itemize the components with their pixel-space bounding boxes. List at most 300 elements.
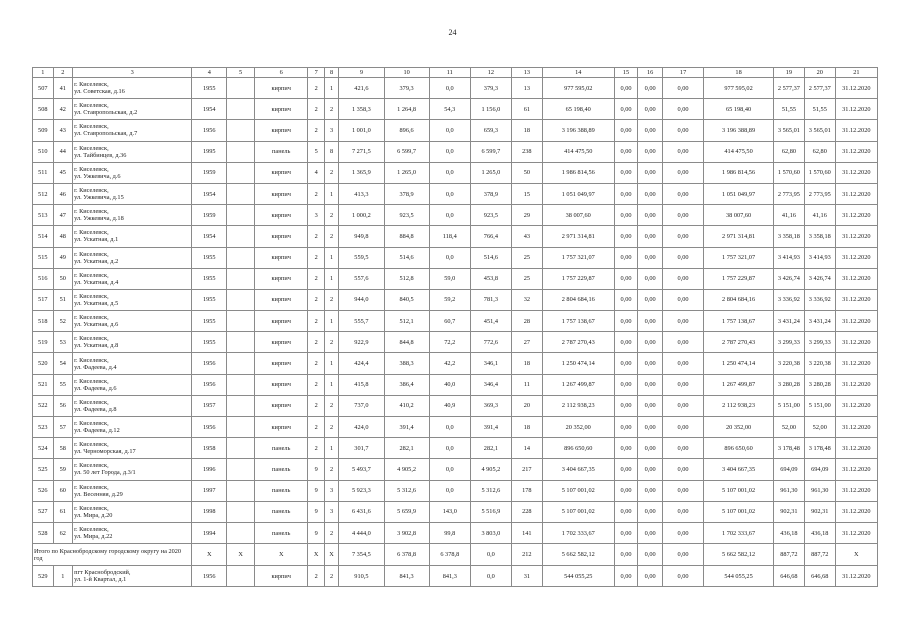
table-cell: 41 <box>53 78 73 99</box>
address-line: ул. Ускатная, д.5 <box>74 299 119 307</box>
table-cell: 40,0 <box>429 374 470 395</box>
table-cell <box>227 522 255 543</box>
address-cell <box>73 311 192 332</box>
address-line: г. Киселевск, <box>74 398 109 406</box>
table-cell: 47 <box>53 205 73 226</box>
table-cell: кирпич <box>255 332 308 353</box>
table-cell: 781,3 <box>470 289 511 310</box>
table-cell: 20 352,00 <box>542 417 614 438</box>
table-cell: 1956 <box>192 566 227 587</box>
table-cell <box>227 289 255 310</box>
table-cell: 31 <box>511 566 542 587</box>
table-cell: 3 <box>324 480 338 501</box>
table-cell: 378,9 <box>384 183 429 204</box>
table-cell: 1 986 814,56 <box>542 162 614 183</box>
table-cell: 528 <box>33 522 54 543</box>
subtotal-row <box>33 544 878 566</box>
table-cell: 388,3 <box>384 353 429 374</box>
table-cell: 694,09 <box>774 459 805 480</box>
address-line: г. Киселевск, <box>74 271 109 279</box>
table-cell: 424,4 <box>339 353 384 374</box>
table-cell: 949,8 <box>339 226 384 247</box>
table-cell: 3 358,18 <box>774 226 805 247</box>
table-cell: 0,00 <box>614 289 638 310</box>
table-cell: 45 <box>53 162 73 183</box>
table-cell: 840,5 <box>384 289 429 310</box>
table-cell: 2 <box>308 247 324 268</box>
column-number: 6 <box>255 68 308 78</box>
table-cell: 510 <box>33 141 54 162</box>
table-cell: 178 <box>511 480 542 501</box>
table-cell: 46 <box>53 183 73 204</box>
address-line: ул. Ускатная, д.4 <box>74 278 119 286</box>
table-cell: 0,0 <box>429 120 470 141</box>
table-cell: 922,9 <box>339 332 384 353</box>
address-cell <box>73 332 192 353</box>
table-cell: 902,31 <box>804 501 835 522</box>
table-cell: 841,3 <box>384 566 429 587</box>
table-cell: 522 <box>33 395 54 416</box>
table-cell: 0,00 <box>614 78 638 99</box>
table-cell: 0,00 <box>638 311 663 332</box>
table-cell: 0,00 <box>638 353 663 374</box>
table-cell: кирпич <box>255 374 308 395</box>
table-cell: 60 <box>53 480 73 501</box>
table-cell: 3 426,74 <box>774 268 805 289</box>
table-cell: 11 <box>511 374 542 395</box>
subtotal-cell: 887,72 <box>774 544 805 566</box>
table-cell: 766,4 <box>470 226 511 247</box>
table-cell: 2 <box>324 205 338 226</box>
table-cell: 0,00 <box>663 417 704 438</box>
table-cell: 1 365,9 <box>339 162 384 183</box>
table-cell: 38 007,60 <box>542 205 614 226</box>
address-line: г. Киселевск, <box>74 420 109 428</box>
address-line: ул. Фадеева, д.12 <box>74 427 120 435</box>
table-cell: 0,00 <box>638 99 663 120</box>
table-cell: 1 757 138,67 <box>704 311 774 332</box>
table-cell: 1 <box>324 247 338 268</box>
table-cell: 0,0 <box>429 205 470 226</box>
table-cell: 20 352,00 <box>704 417 774 438</box>
table-cell: 31.12.2020 <box>835 247 877 268</box>
table-cell: 2 <box>324 395 338 416</box>
table-cell <box>227 501 255 522</box>
table-cell: 5 312,6 <box>384 480 429 501</box>
table-cell: 13 <box>511 78 542 99</box>
table-cell: 3 <box>324 501 338 522</box>
table-cell: 2 773,95 <box>774 183 805 204</box>
table-row <box>33 522 878 543</box>
table-cell <box>227 247 255 268</box>
address-line: ул. 1-й Квартал, д.1 <box>74 576 127 584</box>
table-cell: 2 804 684,16 <box>704 289 774 310</box>
table-cell: кирпич <box>255 268 308 289</box>
subtotal-cell: 7 354,5 <box>339 544 384 566</box>
column-number: 19 <box>774 68 805 78</box>
table-cell: 0,00 <box>614 395 638 416</box>
table-cell: 1 702 333,67 <box>704 522 774 543</box>
table-cell: 2 787 270,43 <box>542 332 614 353</box>
address-line: г. Киселевск, <box>74 144 109 152</box>
table-cell: 43 <box>53 120 73 141</box>
table-cell: 0,00 <box>638 78 663 99</box>
table-cell: 451,4 <box>470 311 511 332</box>
table-cell: 0,00 <box>614 480 638 501</box>
address-cell <box>73 417 192 438</box>
table-cell: 0,00 <box>663 162 704 183</box>
table-cell: 282,1 <box>470 438 511 459</box>
table-cell: 31.12.2020 <box>835 501 877 522</box>
subtotal-cell: 6 378,8 <box>384 544 429 566</box>
column-number: 3 <box>73 68 192 78</box>
table-cell: 118,4 <box>429 226 470 247</box>
table-cell: 1957 <box>192 395 227 416</box>
table-cell: 9 <box>308 459 324 480</box>
table-cell: 6 599,7 <box>470 141 511 162</box>
address-line: г. Киселевск, <box>74 377 109 385</box>
column-number: 12 <box>470 68 511 78</box>
address-line: г. Киселевск, <box>74 314 109 322</box>
table-cell: 18 <box>511 120 542 141</box>
housing-register-table <box>32 67 878 587</box>
table-cell: 1 000,2 <box>339 205 384 226</box>
address-line: г. Киселевск, <box>74 462 109 470</box>
table-cell: 2 787 270,43 <box>704 332 774 353</box>
address-line: г. Киселевск, <box>74 102 109 110</box>
address-cell <box>73 205 192 226</box>
address-cell <box>73 438 192 459</box>
address-cell <box>73 395 192 416</box>
table-cell: 0,00 <box>638 268 663 289</box>
table-cell: 525 <box>33 459 54 480</box>
table-cell: 0,00 <box>638 566 663 587</box>
table-cell: 508 <box>33 99 54 120</box>
table-cell: 228 <box>511 501 542 522</box>
column-number: 20 <box>804 68 835 78</box>
table-cell: 5 659,9 <box>384 501 429 522</box>
table-cell: 1959 <box>192 205 227 226</box>
table-cell: 31.12.2020 <box>835 289 877 310</box>
column-number: 17 <box>663 68 704 78</box>
table-cell: 1998 <box>192 501 227 522</box>
subtotal-cell: X <box>255 544 308 566</box>
table-cell: 3 565,01 <box>774 120 805 141</box>
table-cell: 301,7 <box>339 438 384 459</box>
table-cell: 2 <box>324 566 338 587</box>
table-cell: 56 <box>53 395 73 416</box>
column-number: 9 <box>339 68 384 78</box>
address-cell <box>73 501 192 522</box>
address-line: г. Киселевск, <box>74 483 109 491</box>
table-cell: 2 <box>308 332 324 353</box>
table-cell: 2 <box>308 374 324 395</box>
table-cell: 0,00 <box>663 311 704 332</box>
table-cell: кирпич <box>255 311 308 332</box>
table-cell: 1955 <box>192 78 227 99</box>
table-cell: 5 516,9 <box>470 501 511 522</box>
table-row <box>33 120 878 141</box>
table-cell: 57 <box>53 417 73 438</box>
table-cell: 0,00 <box>614 501 638 522</box>
table-cell: 923,5 <box>470 205 511 226</box>
table-cell <box>227 205 255 226</box>
table-cell: 2 <box>308 226 324 247</box>
table-cell: 54,3 <box>429 99 470 120</box>
table-cell: 0,00 <box>614 459 638 480</box>
table-cell: 0,0 <box>470 566 511 587</box>
address-cell <box>73 120 192 141</box>
table-cell: 0,00 <box>638 332 663 353</box>
address-cell <box>73 289 192 310</box>
table-cell: 646,68 <box>774 566 805 587</box>
table-cell: 0,00 <box>614 205 638 226</box>
address-line: ул. Весенняя, д.29 <box>74 490 123 498</box>
table-cell: 42 <box>53 99 73 120</box>
table-cell: 0,00 <box>614 332 638 353</box>
table-row <box>33 78 878 99</box>
table-cell: 516 <box>33 268 54 289</box>
address-line: г. Киселевск, <box>74 229 109 237</box>
table-cell: 3 280,28 <box>774 374 805 395</box>
table-cell: 559,5 <box>339 247 384 268</box>
table-cell: 3 220,38 <box>774 353 805 374</box>
table-cell: панель <box>255 501 308 522</box>
table-cell: 5 151,00 <box>774 395 805 416</box>
table-cell: 9 <box>308 501 324 522</box>
table-cell: 1995 <box>192 141 227 162</box>
table-cell: 0,00 <box>663 332 704 353</box>
address-line: ул. Ускатная, д.8 <box>74 342 119 350</box>
table-cell: 0,0 <box>429 417 470 438</box>
page-number: 24 <box>448 28 457 37</box>
table-cell: 0,00 <box>614 120 638 141</box>
subtotal-cell: X <box>192 544 227 566</box>
column-number: 4 <box>192 68 227 78</box>
table-cell: 1956 <box>192 417 227 438</box>
table-cell: 0,0 <box>429 162 470 183</box>
table-cell: 50 <box>53 268 73 289</box>
table-cell <box>227 183 255 204</box>
table-cell <box>227 120 255 141</box>
table-cell: 62,80 <box>804 141 835 162</box>
table-cell: 0,00 <box>663 395 704 416</box>
table-cell: 1 001,0 <box>339 120 384 141</box>
table-cell: 44 <box>53 141 73 162</box>
address-line: ул. Черноморская, д.17 <box>74 448 136 456</box>
table-cell: 1 <box>324 311 338 332</box>
table-cell: 4 905,2 <box>470 459 511 480</box>
table-row <box>33 183 878 204</box>
table-cell: 1 <box>324 353 338 374</box>
column-number: 16 <box>638 68 663 78</box>
table-cell: 42,2 <box>429 353 470 374</box>
table-cell: 32 <box>511 289 542 310</box>
table-row <box>33 268 878 289</box>
table-cell: 910,5 <box>339 566 384 587</box>
table-row <box>33 247 878 268</box>
address-line: г. Киселевск, <box>74 187 109 195</box>
subtotal-cell: 887,72 <box>804 544 835 566</box>
table-cell: 514,6 <box>384 247 429 268</box>
table-cell: 0,00 <box>638 438 663 459</box>
table-cell: 1 757 321,07 <box>704 247 774 268</box>
table-cell: 544 055,25 <box>542 566 614 587</box>
table-cell: 9 <box>308 522 324 543</box>
table-cell: 59,0 <box>429 268 470 289</box>
table-cell: 923,5 <box>384 205 429 226</box>
table-cell: 18 <box>511 353 542 374</box>
table-cell: 8 <box>324 141 338 162</box>
table-cell: 65 198,40 <box>542 99 614 120</box>
table-cell: 1955 <box>192 268 227 289</box>
table-row <box>33 141 878 162</box>
table-cell: 48 <box>53 226 73 247</box>
table-cell: 0,00 <box>614 438 638 459</box>
table-cell: 512,1 <box>384 311 429 332</box>
table-cell: 38 007,60 <box>704 205 774 226</box>
table-cell <box>227 417 255 438</box>
table-row <box>33 459 878 480</box>
table-cell: 2 971 314,81 <box>542 226 614 247</box>
table-cell: 5 107 001,02 <box>704 480 774 501</box>
table-cell <box>227 78 255 99</box>
table-cell: 31.12.2020 <box>835 268 877 289</box>
table-cell: 386,4 <box>384 374 429 395</box>
table-cell: 2 <box>308 183 324 204</box>
address-line: г. Киселевск, <box>74 526 109 534</box>
subtotal-cell: X <box>835 544 877 566</box>
address-cell <box>73 226 192 247</box>
table-row <box>33 417 878 438</box>
subtotal-label: Итого по Краснобродскому городскому округу на 2020 год <box>33 544 192 566</box>
table-cell: 0,00 <box>638 162 663 183</box>
table-cell: 0,00 <box>638 247 663 268</box>
address-line: ул. Ужкевича, д.18 <box>74 215 124 223</box>
table-cell: панель <box>255 141 308 162</box>
table-cell: 143,0 <box>429 501 470 522</box>
table-cell: 1 265,0 <box>470 162 511 183</box>
table-cell: 0,00 <box>663 374 704 395</box>
table-cell: 3 358,18 <box>804 226 835 247</box>
table-cell: 25 <box>511 268 542 289</box>
table-cell: 0,00 <box>663 522 704 543</box>
column-number: 18 <box>704 68 774 78</box>
table-cell: 5 107 001,02 <box>704 501 774 522</box>
table-cell: 5 923,3 <box>339 480 384 501</box>
table-cell: 31.12.2020 <box>835 522 877 543</box>
table-cell: 3 404 667,35 <box>542 459 614 480</box>
table-cell: 0,00 <box>638 289 663 310</box>
table-cell: 2 577,37 <box>774 78 805 99</box>
table-cell: 0,0 <box>429 480 470 501</box>
address-cell <box>73 353 192 374</box>
table-cell: 3 803,0 <box>470 522 511 543</box>
table-cell: 4 905,2 <box>384 459 429 480</box>
table-cell <box>227 99 255 120</box>
address-cell <box>73 141 192 162</box>
table-cell: 884,8 <box>384 226 429 247</box>
table-cell: 3 178,48 <box>774 438 805 459</box>
table-cell: 0,00 <box>614 226 638 247</box>
table-row <box>33 480 878 501</box>
table-cell: 3 565,01 <box>804 120 835 141</box>
table-cell: 3 280,28 <box>804 374 835 395</box>
table-cell: 5 107 001,02 <box>542 501 614 522</box>
table-row <box>33 374 878 395</box>
table-cell: 555,7 <box>339 311 384 332</box>
table-cell <box>227 226 255 247</box>
subtotal-cell: X <box>308 544 324 566</box>
address-cell <box>73 162 192 183</box>
table-cell: 0,00 <box>663 247 704 268</box>
table-cell: 31.12.2020 <box>835 332 877 353</box>
table-cell: 896 650,60 <box>704 438 774 459</box>
table-cell: 5 107 001,02 <box>542 480 614 501</box>
table-cell: панель <box>255 480 308 501</box>
table-cell: 31.12.2020 <box>835 162 877 183</box>
table-cell: 2 <box>308 395 324 416</box>
table-cell: 3 414,93 <box>774 247 805 268</box>
table-cell: 1 156,0 <box>470 99 511 120</box>
table-cell: 421,6 <box>339 78 384 99</box>
table-cell: 961,30 <box>804 480 835 501</box>
table-cell: 557,6 <box>339 268 384 289</box>
table-cell: 0,00 <box>663 353 704 374</box>
table-cell: 1996 <box>192 459 227 480</box>
table-cell: 6 599,7 <box>384 141 429 162</box>
table-cell: 15 <box>511 183 542 204</box>
subtotal-cell: X <box>227 544 255 566</box>
table-cell: 514,6 <box>470 247 511 268</box>
table-cell: 0,00 <box>663 226 704 247</box>
table-cell <box>227 311 255 332</box>
table-cell: 31.12.2020 <box>835 183 877 204</box>
address-line: ул. Ускатная, д.6 <box>74 321 119 329</box>
table-cell <box>227 162 255 183</box>
table-cell: 62,80 <box>774 141 805 162</box>
address-line: г. Киселевск, <box>74 250 109 258</box>
column-number: 2 <box>53 68 73 78</box>
table-cell: 3 <box>308 205 324 226</box>
table-cell: 2 <box>308 566 324 587</box>
table-cell: 1 250 474,14 <box>542 353 614 374</box>
address-cell <box>73 480 192 501</box>
table-cell: 511 <box>33 162 54 183</box>
table-cell: 0,00 <box>638 374 663 395</box>
table-cell: 414 475,50 <box>704 141 774 162</box>
table-cell: 20 <box>511 395 542 416</box>
address-line: г. Киселевск, <box>74 441 109 449</box>
column-number: 14 <box>542 68 614 78</box>
table-cell: 0,00 <box>663 120 704 141</box>
table-cell: 1954 <box>192 183 227 204</box>
table-cell: 1956 <box>192 120 227 141</box>
table-cell: 961,30 <box>774 480 805 501</box>
subtotal-cell: 6 378,8 <box>429 544 470 566</box>
column-number: 15 <box>614 68 638 78</box>
table-cell: 518 <box>33 311 54 332</box>
table-cell: 1 570,60 <box>804 162 835 183</box>
table-cell: 896 650,60 <box>542 438 614 459</box>
table-cell: 52 <box>53 311 73 332</box>
table-cell: 1956 <box>192 374 227 395</box>
table-cell: 902,31 <box>774 501 805 522</box>
table-cell: 977 595,02 <box>704 78 774 99</box>
table-cell: 509 <box>33 120 54 141</box>
subtotal-cell: 0,00 <box>614 544 638 566</box>
table-cell: 51,55 <box>804 99 835 120</box>
